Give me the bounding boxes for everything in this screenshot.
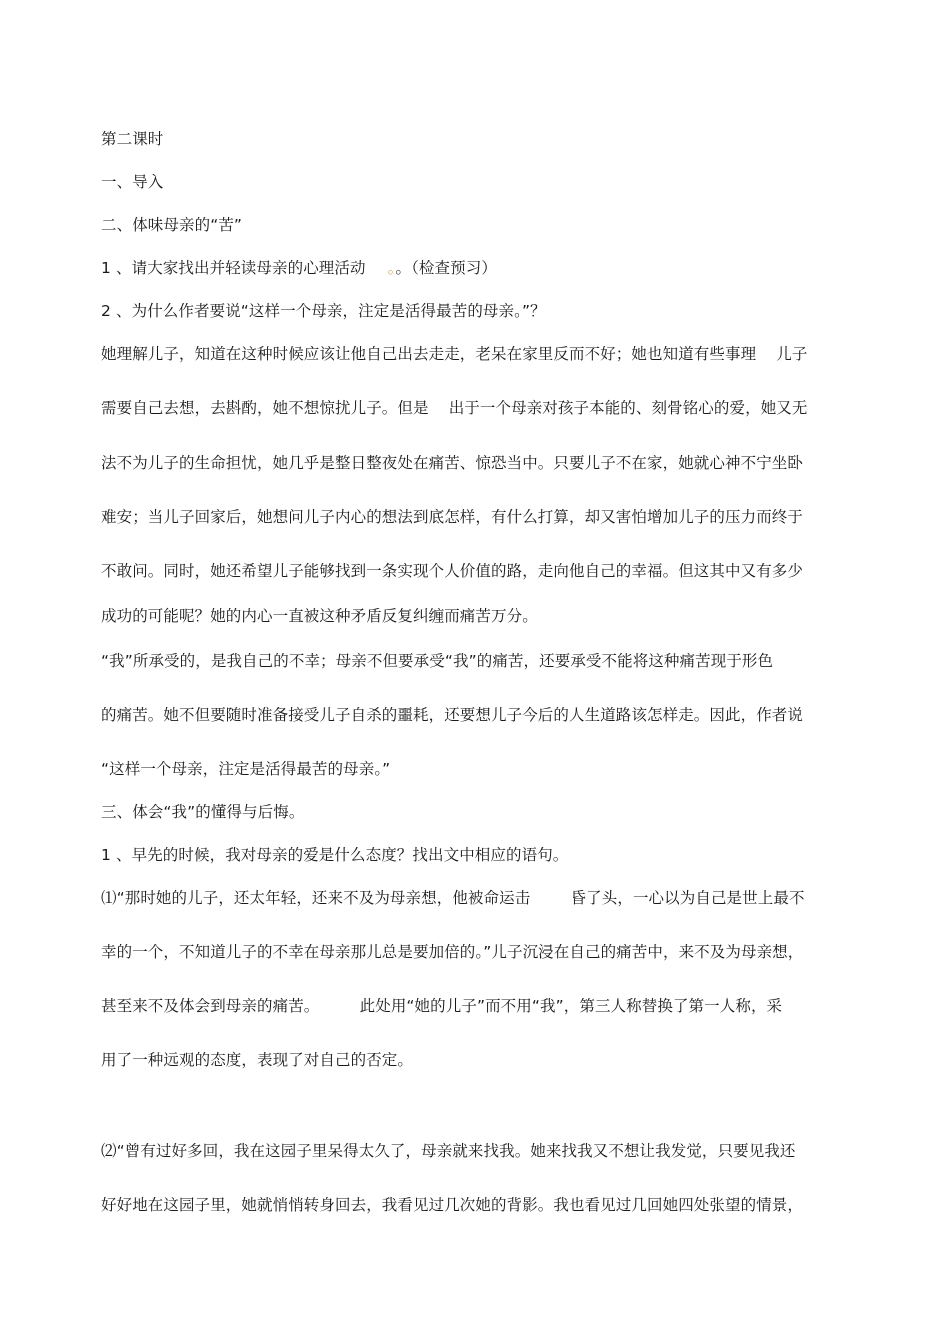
quote-1-line: 用了一种远观的态度，表现了对自己的否定。	[101, 1051, 414, 1069]
paragraph-line: 的痛苦。她不但要随时准备接受儿子自杀的噩耗，还要想儿子今后的人生道路该怎样走。因此，作者说	[101, 706, 804, 724]
section-heading-understanding: 三、体会“我”的懂得与后悔。	[101, 803, 305, 821]
quote-1-line: 甚至来不及体会到母亲的痛苦。 此处用“她的儿子”而不用“我”，第三人称替换了第一人称，采	[101, 997, 783, 1015]
highlight-mark: 。	[387, 259, 396, 277]
punctuation-mark: 。	[395, 259, 412, 277]
paragraph-line: 她理解儿子，知道在这种时候应该让他自己出去走走，老呆在家里反而不好；她也知道有些事理 儿子	[101, 345, 808, 363]
lesson-title: 第二课时	[101, 130, 164, 148]
paragraph-line: “这样一个母亲，注定是活得最苦的母亲。”	[101, 760, 391, 778]
paragraph-line: 不敢问。同时，她还希望儿子能够找到一条实现个人价值的路，走向他自己的幸福。但这其中又有多少	[101, 562, 804, 580]
question-early-attitude: 1 、早先的时候，我对母亲的爱是什么态度？找出文中相应的语句。	[101, 846, 569, 864]
quote-1-line: 幸的一个，不知道儿子的不幸在母亲那儿总是要加倍的。”儿子沉浸在自己的痛苦中，来不及为母亲想，	[101, 943, 804, 961]
question-1-text: 1 、请大家找出并轻读母亲的心理活动	[101, 259, 366, 277]
paragraph-line: 需要自己去想，去斟酌，她不想惊扰儿子。但是 出于一个母亲对孩子本能的、刻骨铭心的爱，她又无	[101, 399, 808, 417]
quote-2-line: ⑵“曾有过好多回，我在这园子里呆得太久了，母亲就来找我。她来找我又不想让我发觉，只要见我还	[101, 1142, 796, 1160]
question-2: 2 、为什么作者要说“这样一个母亲，注定是活得最苦的母亲。”？	[101, 302, 546, 320]
section-heading-intro: 一、导入	[101, 173, 164, 191]
paragraph-line: “我”所承受的，是我自己的不幸；母亲不但要承受“我”的痛苦，还要承受不能将这种痛苦现于形色	[101, 652, 774, 670]
paragraph-line: 成功的可能呢？她的内心一直被这种矛盾反复纠缠而痛苦万分。	[101, 607, 538, 625]
quote-2-line: 好好地在这园子里，她就悄悄转身回去，我看见过几次她的背影。我也看见过几回她四处张望的情景，	[101, 1196, 804, 1214]
paragraph-line: 法不为儿子的生命担忧，她几乎是整日整夜处在痛苦、惊恐当中。只要儿子不在家，她就心神不宁坐卧	[101, 454, 804, 472]
quote-1-line: ⑴“那时她的儿子，还太年轻，还来不及为母亲想，他被命运击 昏了头，一心以为自己是世上最不	[101, 889, 805, 907]
paragraph-line: 难安；当儿子回家后，她想问儿子内心的想法到底怎样，有什么打算，却又害怕增加儿子的压力而终于	[101, 508, 804, 526]
question-1-note: （检查预习）	[411, 259, 497, 277]
section-heading-mother-suffering: 二、体味母亲的“苦”	[101, 216, 243, 234]
question-1-line	[101, 257, 497, 279]
